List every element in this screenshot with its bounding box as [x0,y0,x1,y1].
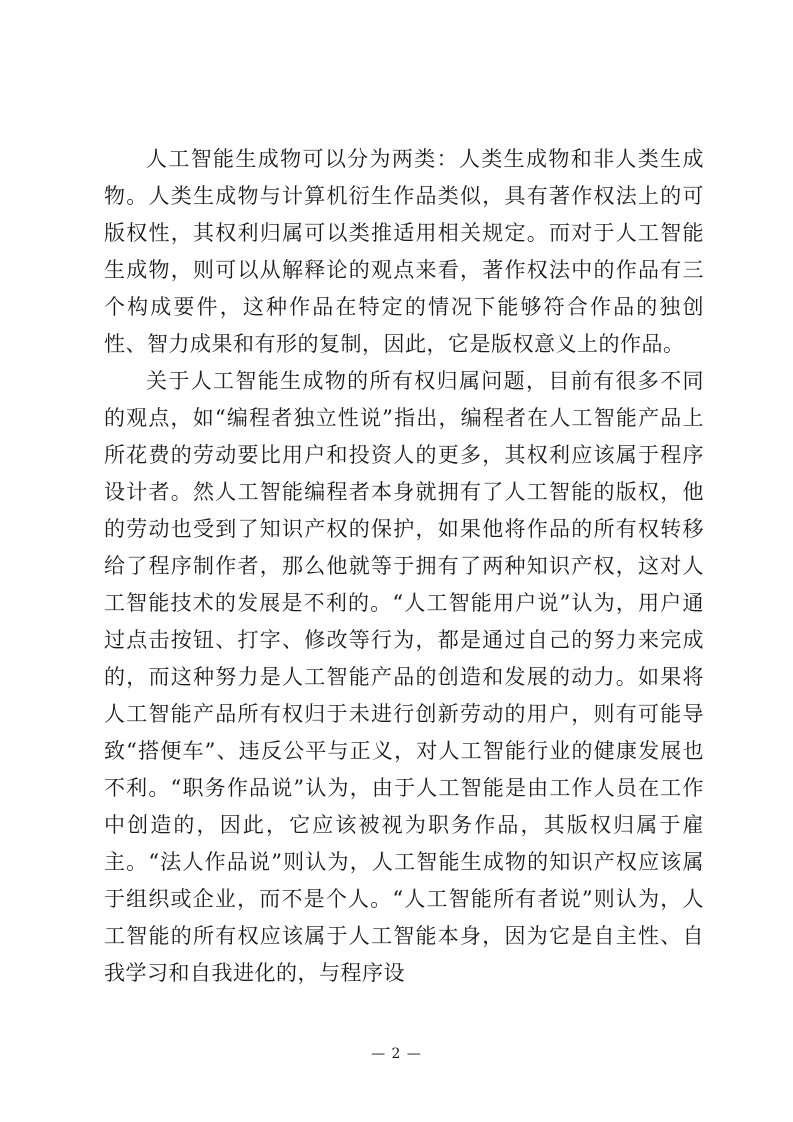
body-text [104,141,704,992]
paragraph: 人工智能生成物可以分为两类：人类生成物和非人类生成物。人类生成物与计算机衍生作品类似，具有著作权法上的可版权性，其权利归属可以类推适用相关规定。而对于人工智能生成物，则可以从解释论的观点来看，著作权法中的作品有三个构成要件，这种作品在特定的情况下能够符合作品的独创性、智力成果和有形的复制，因此，它是版权意义上的作品。 [104,147,704,356]
page-number: — 2 — [371,1046,422,1062]
paragraph: 关于人工智能生成物的所有权归属问题，目前有很多不同的观点，如“编程者独立性说”指出，编程者在人工智能产品上所花费的劳动要比用户和投资人的更多，其权利应该属于程序设计者。然人工智能编程者本身就拥有了人工智能的版权，他的劳动也受到了知识产权的保护，如果他将作品的所有权转移给了程序制作者，那么他就等于拥有了两种知识产权，这对人工智能技术的发展是不利的。“人工智能用户说”认为，用户通过点击按钮、打字、修改等行为，都是通过自己的努力来完成的，而这种努力是人工智能产品的创造和发展的动力。如果将人工智能产品所有权归于未进行创新劳动的用户，则有可能导致“搭便车”、违反公平与正义，对人工智能行业的健康发展也不利。“职务作品说”认为，由于人工智能是由工作人员在工作中创造的，因此，它应该被视为职务作品，其版权归属于雇主。“法人作品说”则认为，人工智能生成物的知识产权应该属于组织或企业，而不是个人。“人工智能所有者说”则认为，人工智能的所有权应该属于人工智能本身，因为它是自主性、自我学习和自我进化的，与程序设 [104,369,704,985]
